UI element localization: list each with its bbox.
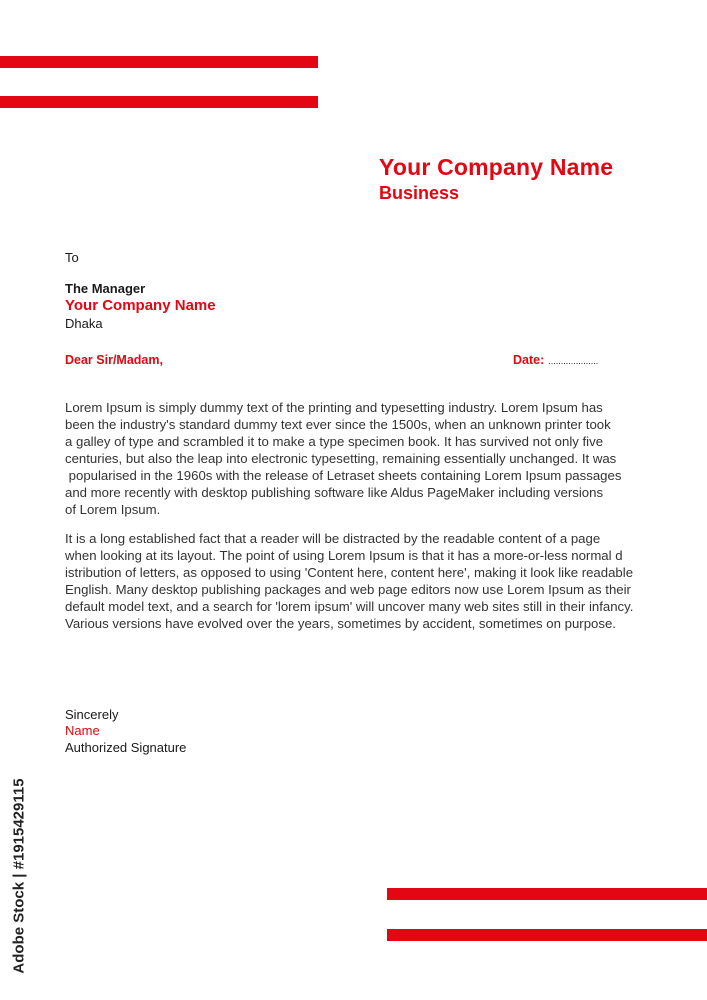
header-business-label: Business xyxy=(379,183,460,203)
body-paragraph-1 xyxy=(65,399,705,518)
recipient-city: Dhaka xyxy=(65,316,103,331)
body-paragraph-2 xyxy=(65,530,705,632)
recipient-manager: The Manager xyxy=(65,281,146,296)
recipient-to-label: To xyxy=(65,250,79,265)
header-company-name: Your Company Name xyxy=(379,154,614,180)
authorized-signature-label: Authorized Signature xyxy=(65,740,187,755)
paragraph-line: Various versions have evolved over the years, sometimes by accident, sometimes on purpose. xyxy=(65,616,616,631)
recipient-company-name: Your Company Name xyxy=(65,297,216,314)
watermark-text: Adobe Stock | #1915429115 xyxy=(10,778,28,974)
paragraph-line: a galley of type and scrambled it to make a type specimen book. It has survived not only five xyxy=(65,434,604,449)
stock-watermark xyxy=(8,762,30,990)
paragraph-line: istribution of letters, as opposed to using 'Content here, content here', making it look like readable xyxy=(65,565,634,580)
paragraph-line: English. Many desktop publishing packages and web page editors now use Lorem Ipsum as their xyxy=(65,582,631,597)
paragraph-line: been the industry's standard dummy text ever since the 1500s, when an unknown printer took xyxy=(65,417,611,432)
paragraph-line: when looking at its layout. The point of using Lorem Ipsum is that it has a more-or-less normal d xyxy=(65,548,623,563)
signatory-name: Name xyxy=(65,723,100,738)
bottom-accent-stripe-2 xyxy=(387,929,707,941)
bottom-accent-stripe-1 xyxy=(387,888,707,900)
paragraph-line: of Lorem Ipsum. xyxy=(65,502,161,517)
date-label: Date: xyxy=(513,353,545,367)
paragraph-line: popularised in the 1960s with the release of Letraset sheets containing Lorem Ipsum passages xyxy=(65,468,622,483)
paragraph-line: It is a long established fact that a reader will be distracted by the readable content of a page xyxy=(65,531,601,546)
closing-sincerely: Sincerely xyxy=(65,707,119,722)
paragraph-line: Lorem Ipsum is simply dummy text of the printing and typesetting industry. Lorem Ipsum has xyxy=(65,400,603,415)
salutation: Dear Sir/Madam, xyxy=(65,353,163,367)
paragraph-line: default model text, and a search for 'lorem ipsum' will uncover many web sites still in their infancy. xyxy=(65,599,634,614)
top-accent-stripe-2 xyxy=(0,96,318,108)
paragraph-line: and more recently with desktop publishing software like Aldus PageMaker including versions xyxy=(65,485,604,500)
date-field xyxy=(513,353,598,367)
paragraph-line: centuries, but also the leap into electronic typesetting, remaining essentially unchanged. It was xyxy=(65,451,617,466)
top-accent-stripe-1 xyxy=(0,56,318,68)
date-placeholder: .................... xyxy=(548,356,599,366)
